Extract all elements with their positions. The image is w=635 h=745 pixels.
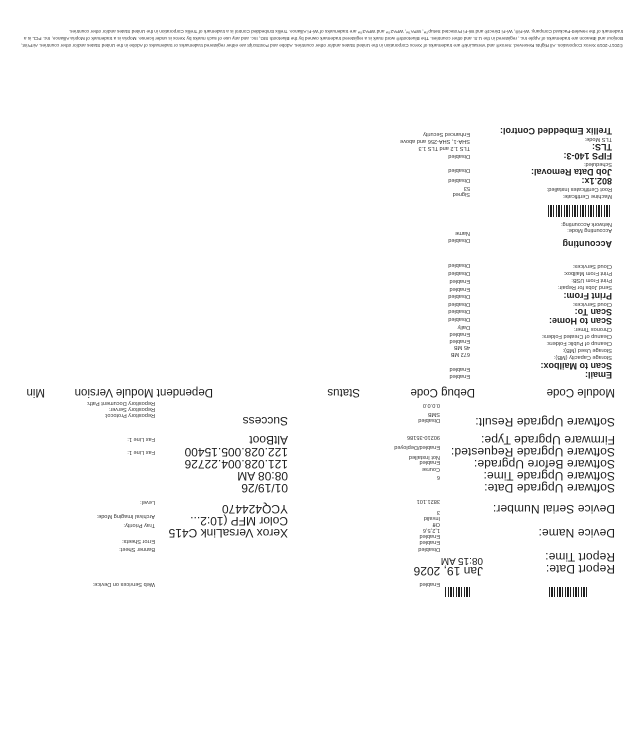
setting-value: Enabled: [449, 286, 470, 292]
setting-value: Invalid: [423, 515, 440, 521]
setting-value: Enabled: [449, 366, 470, 372]
setting-value: 0.0.0.0: [422, 402, 440, 408]
section-heading: Scan to Mailbox:: [540, 361, 612, 371]
setting-value: SMB: [427, 411, 440, 417]
software-before-label: Software Before Upgrade:: [473, 457, 615, 471]
setting-value: SHA-1, SHA-256 and above: [400, 138, 470, 144]
header-module-code: Module Code: [546, 386, 615, 398]
section-heading: TLS:: [592, 142, 612, 152]
setting-value: Disabled: [448, 293, 470, 299]
barcode-icon: [444, 587, 470, 597]
section-heading: Job Data Removal:: [530, 167, 612, 177]
serial-number-label: Device Serial Number:: [492, 502, 615, 516]
header-debug-code: Debug Code: [410, 386, 475, 398]
setting-label: Storage Used (MB):: [562, 347, 612, 353]
setting-value: Name: [455, 230, 470, 236]
setting-label: Repository Document Path:: [86, 400, 155, 406]
setting-label: Tray Priority:: [123, 522, 155, 528]
setting-label: Root Certificates Installed:: [546, 186, 612, 192]
header-status: Status: [327, 386, 360, 398]
setting-value: 3: [436, 509, 440, 515]
setting-value: Disabled: [448, 167, 470, 173]
setting-label: Print From USB:: [571, 277, 612, 283]
setting-value: 672 MB: [450, 351, 470, 357]
setting-value: Enabled: [419, 459, 440, 465]
setting-label: Fax Line 1:: [127, 449, 155, 455]
setting-label: Cloud Services:: [572, 263, 612, 269]
setting-label: Banner Sheet:: [119, 546, 155, 552]
section-heading: Accounting: [562, 239, 612, 249]
setting-label: Cloud Services:: [572, 301, 612, 307]
report-date-value: Jan 19, 2026: [413, 564, 483, 578]
setting-value: Enhanced Security: [423, 131, 470, 137]
barcode-icon: [547, 587, 587, 597]
setting-label: Fax Line 1:: [127, 436, 155, 442]
setting-value: Disabled: [448, 153, 470, 159]
setting-label: Level:: [140, 499, 155, 505]
upgrade-time-value: 08:08 AM: [237, 469, 288, 483]
setting-label: Chronos Timer:: [573, 326, 612, 332]
upgrade-time-label: Software Upgrade Time:: [483, 469, 615, 483]
setting-label: Web Services on Device:: [92, 581, 155, 587]
device-name-value-line2: Color MFP (10:2...: [190, 514, 288, 528]
software-before-value: 121.028.004.22726: [184, 457, 288, 471]
device-name-value: Xerox VersaLink C415: [168, 526, 288, 540]
setting-value: Off: [432, 521, 440, 527]
setting-value: 45 MB: [453, 344, 470, 350]
setting-value: Disabled: [448, 270, 470, 276]
setting-value: Disabled: [448, 262, 470, 268]
setting-value: Enabled: [419, 533, 440, 539]
section-heading: Email:: [584, 370, 612, 380]
setting-label: Archival Imaging Mode:: [96, 513, 155, 519]
setting-value: 6: [436, 474, 440, 480]
setting-label: Print From Mailbox:: [563, 270, 612, 276]
report-date-label: Report Date:: [545, 562, 615, 576]
setting-label: Cleanup of Public Folders:: [546, 340, 612, 346]
section-heading: FIPS 140-3:: [563, 151, 612, 161]
upgrade-date-value: 01/19/26: [241, 481, 288, 495]
setting-value: Disabled: [418, 546, 440, 552]
setting-label: Repository Protocol:: [104, 412, 155, 418]
section-heading: Scan To:: [574, 307, 612, 317]
setting-value: Disabled: [448, 177, 470, 183]
setting-value: Disabled: [448, 237, 470, 243]
firmware-type-label: Firmware Upgrade Type:: [480, 433, 615, 447]
report-time-label: Report Time:: [545, 550, 615, 564]
setting-value: Enabled: [419, 539, 440, 545]
setting-label: Cleanup of Created Folders:: [541, 333, 612, 339]
setting-label: Send Jobs for Repair:: [557, 284, 612, 290]
upgrade-requested-value: 122.028.005.15400: [184, 445, 288, 459]
upgrade-result-label: Software Upgrade Result:: [475, 415, 615, 429]
setting-value: 53: [463, 185, 470, 191]
upgrade-result-value: Success: [242, 414, 288, 428]
setting-value: Disabled: [418, 417, 440, 423]
setting-value: Enabled: [419, 581, 440, 587]
header-dependent-module: Dependent Module: [115, 386, 213, 398]
barcode-icon: [548, 205, 610, 217]
setting-label: Scheduled:: [584, 161, 612, 167]
setting-value: Enabled: [449, 373, 470, 379]
section-heading: Print From:: [563, 291, 612, 301]
device-name-label: Device Name:: [538, 526, 615, 540]
upgrade-requested-label: Software Upgrade Requested:: [450, 445, 615, 459]
section-heading: 802.1x:: [581, 176, 612, 186]
header-version: Version: [74, 386, 113, 398]
setting-value: Disabled: [448, 301, 470, 307]
setting-value: Enabled/Deployed: [394, 444, 440, 450]
setting-value: Daily: [457, 324, 470, 330]
setting-label: Accounting Mode:: [567, 227, 612, 233]
setting-value: Disabled: [448, 308, 470, 314]
setting-value: Not Installed: [408, 454, 440, 460]
setting-value: Disabled: [448, 316, 470, 322]
setting-value: Signed: [452, 191, 470, 197]
copyright-notice: ©2017-2019 Xerox Corporation. All Rights Reserved. Xerox® and VersaLink® are trademarks of Xerox Corporation in the United States and/or other countries. Adobe and PostScript are either registered trademarks or trademarks of Adobe in the United States and/or other countries. AirPrint, Bonjour and iBeacon are trademarks of Apple Inc., registered in the U.S. and other countries. The Bluetooth® word mark is a registered trademark owned by the Bluetooth SIG, Inc. and any use of such marks by Xerox is under license. Mopria is a trademark of Mopria Alliance, Inc. PCL is a trademark of the Hewlett-Packard Company. Wi-Fi®, Wi-Fi Direct® and Wi-Fi Protected Setup™, WPA™, WPA2™ and WPA3™ are trademarks of Wi-Fi Alliance. Trellix Embedded Control is a trademark of Trellix Corporation in the United States and/or other countries.: [21, 28, 623, 48]
setting-value: Enabled: [449, 278, 470, 284]
setting-label: Error Sheets:: [122, 538, 155, 544]
report-time-value: 08:15 AM: [440, 555, 483, 566]
setting-label: Network Accounting:: [561, 221, 612, 227]
setting-value: 3821.101: [416, 498, 440, 504]
setting-value: Course: [421, 466, 440, 472]
setting-value: Enabled: [449, 331, 470, 337]
setting-label: Machine Certificate:: [562, 193, 612, 199]
setting-label: TLS Mode:: [584, 136, 612, 142]
upgrade-date-label: Software Upgrade Date:: [484, 481, 615, 495]
setting-value: TLS 1.2 and TLS 1.3: [418, 145, 470, 151]
serial-number-value: YCQ424470: [221, 502, 288, 516]
setting-value: 90210-35186: [407, 434, 440, 440]
firmware-type-value: AltBoot: [249, 433, 288, 447]
setting-value: Enabled: [449, 338, 470, 344]
header-min: Min: [26, 386, 45, 398]
setting-value: 1,2,5,6: [422, 527, 440, 533]
setting-label: Storage Capacity (MB):: [553, 354, 612, 360]
section-heading: Scan to Home:: [548, 316, 612, 326]
setting-label: Repository Server:: [108, 406, 155, 412]
section-heading: Trellix Embedded Control:: [499, 126, 612, 136]
